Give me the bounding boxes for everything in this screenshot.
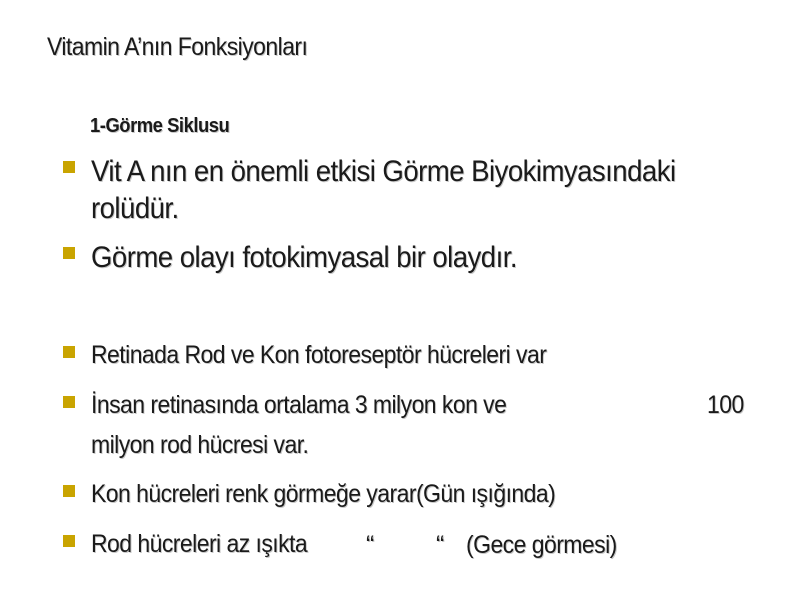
- bullet-1-line-2: rolüdür.: [91, 192, 179, 225]
- section-subheading: 1-Görme Siklusu: [90, 115, 230, 137]
- bullet-6-quote-2: “: [436, 531, 445, 559]
- bullet-4-number: 100: [707, 391, 744, 419]
- bullet-marker: [63, 161, 75, 173]
- bullet-6-quote-1: “: [366, 531, 375, 559]
- bullet-6-part-4: (Gece görmesi): [466, 531, 617, 559]
- bullet-marker: [63, 396, 75, 408]
- bullet-marker: [63, 247, 75, 259]
- bullet-3-line-1: Retinada Rod ve Kon fotoreseptör hücreleri var: [91, 341, 547, 369]
- bullet-4-line-2: milyon rod hücresi var.: [91, 431, 309, 459]
- bullet-2-line-1: Görme olayı fotokimyasal bir olaydır.: [91, 241, 517, 274]
- bullet-4-line-1: İnsan retinasında ortalama 3 milyon kon ve: [91, 391, 507, 419]
- bullet-marker: [63, 485, 75, 497]
- bullet-5-line-1: Kon hücreleri renk görmeğe yarar(Gün ışığında): [91, 480, 556, 508]
- slide-title: Vitamin A’nın Fonksiyonları: [47, 33, 308, 61]
- bullet-marker: [63, 535, 75, 547]
- bullet-1-line-1: Vit A nın en önemli etkisi Görme Biyokimyasındaki: [91, 155, 676, 188]
- bullet-marker: [63, 346, 75, 358]
- bullet-6-part-1: Rod hücreleri az ışıkta: [91, 530, 308, 558]
